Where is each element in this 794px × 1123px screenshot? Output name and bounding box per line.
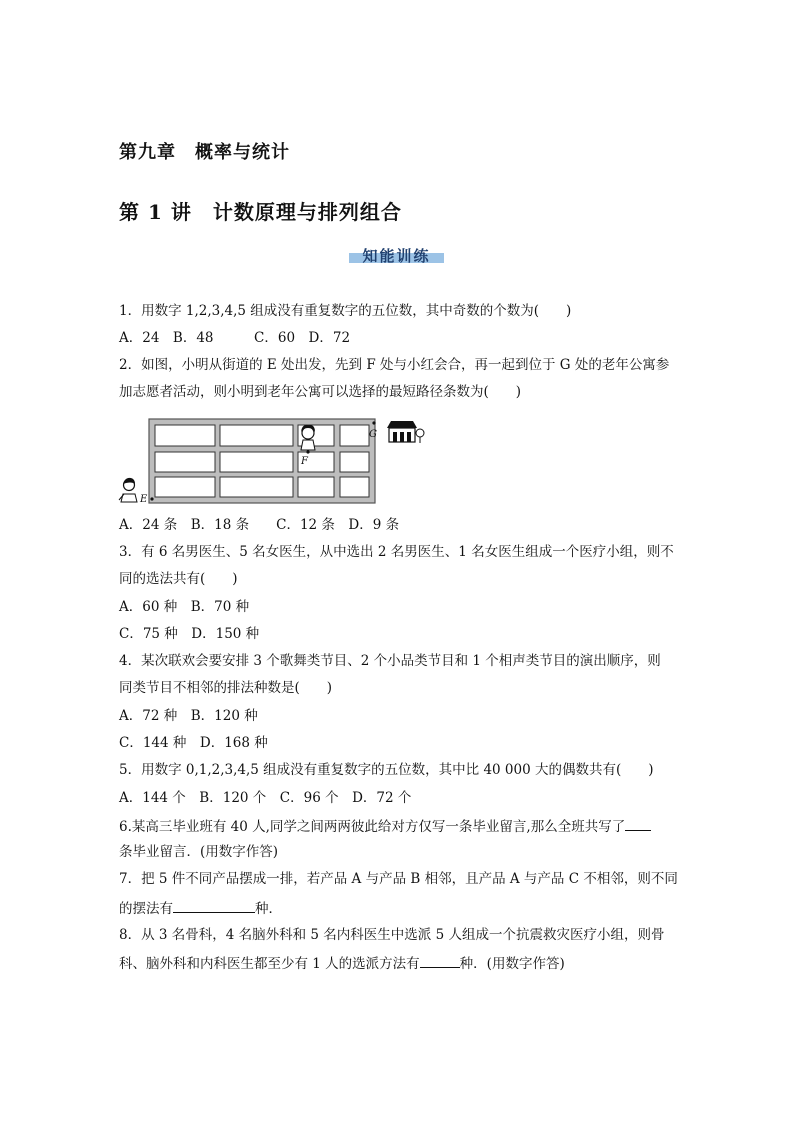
block — [220, 425, 293, 446]
question-3-line-2: 同的选法共有( ) — [119, 571, 238, 587]
block — [155, 452, 215, 472]
block — [155, 425, 215, 446]
answer-blank — [420, 953, 460, 968]
point-f — [306, 450, 309, 453]
question-5-options: A．144 个 B．120 个 C．96 个 D．72 个 — [119, 790, 412, 806]
street-grid-figure — [115, 414, 435, 506]
question-8-line-1: 8．从 3 名骨科，4 名脑外科和 5 名内科医生中选派 5 人组成一个抗震救灾医疗小组，则骨 — [119, 927, 665, 943]
question-7-text-b: 种． — [255, 901, 282, 917]
question-2-line-2: 加志愿者活动，则小明到老年公寓可以选择的最短路径条数为( ) — [119, 384, 522, 400]
question-4-line-1: 4．某次联欢会要安排 3 个歌舞类节目、2 个小品类节目和 1 个相声类节目的演出顺序，则 — [119, 653, 661, 669]
chapter-title: 第九章 概率与统计 — [119, 142, 290, 163]
question-1: 1．用数字 1,2,3,4,5 组成没有重复数字的五位数，其中奇数的个数为( ) — [119, 303, 572, 319]
question-7-line-1: 7．把 5 件不同产品摆成一排，若产品 A 与产品 B 相邻，且产品 A 与产品 C 不相邻，则不同 — [119, 871, 678, 887]
lesson-title: 第 1 讲 计数原理与排列组合 — [119, 200, 402, 224]
question-3-options-1: A．60 种 B．70 种 — [119, 599, 250, 615]
question-4-line-2: 同类节目不相邻的排法种数是( ) — [119, 680, 333, 696]
block — [220, 477, 293, 497]
answer-blank — [173, 898, 255, 913]
question-8-line-2 — [119, 953, 565, 973]
block — [220, 452, 293, 472]
question-4-options-1: A．72 种 B．120 种 — [119, 708, 258, 724]
apartment-building-icon — [387, 421, 424, 443]
question-7-line-2 — [119, 898, 282, 918]
street-grid-svg — [115, 414, 435, 506]
question-2-line-1: 2．如图，小明从街道的 E 处出发，先到 F 处与小红会合，再一起到位于 G 处的老年公寓参 — [119, 357, 670, 373]
block — [340, 452, 369, 472]
point-e — [150, 497, 153, 500]
question-6-text: 6.某高三毕业班有 40 人,同学之间两两彼此给对方仅写一条毕业留言,那么全班共写了 — [119, 819, 626, 835]
question-5: 5．用数字 0,1,2,3,4,5 组成没有重复数字的五位数，其中比 40 000 大的偶数共有( ) — [119, 762, 654, 778]
point-g — [372, 421, 375, 424]
answer-blank — [625, 816, 651, 831]
boy-icon — [119, 478, 137, 502]
question-7-text-a: 的摆法有 — [119, 901, 173, 917]
question-4-options-2: C．144 种 D．168 种 — [119, 735, 268, 751]
label-g: G — [369, 429, 377, 440]
question-3-options-2: C．75 种 D．150 种 — [119, 626, 260, 642]
practice-badge — [349, 245, 444, 265]
question-3-line-1: 3．有 6 名男医生、5 名女医生，从中选出 2 名男医生、1 名女医生组成一个医疗小组，则不 — [119, 544, 674, 560]
question-8-text-a: 科、脑外科和内科医生都至少有 1 人的选派方法有 — [119, 956, 420, 972]
block — [340, 477, 369, 497]
question-2-options: A．24 条 B．18 条 C．12 条 D．9 条 — [119, 517, 400, 533]
block — [340, 425, 369, 446]
question-8-text-b: 种．(用数字作答) — [459, 956, 565, 972]
badge-label: 知能训练 — [362, 247, 431, 265]
question-6-line-2: 条毕业留言．(用数字作答) — [119, 844, 279, 860]
label-e: E — [140, 494, 148, 505]
question-6-line-1 — [119, 816, 651, 836]
block — [155, 477, 215, 497]
block — [298, 477, 334, 497]
label-f: F — [301, 456, 308, 467]
question-1-options: A．24 B．48 C．60 D．72 — [119, 330, 351, 346]
